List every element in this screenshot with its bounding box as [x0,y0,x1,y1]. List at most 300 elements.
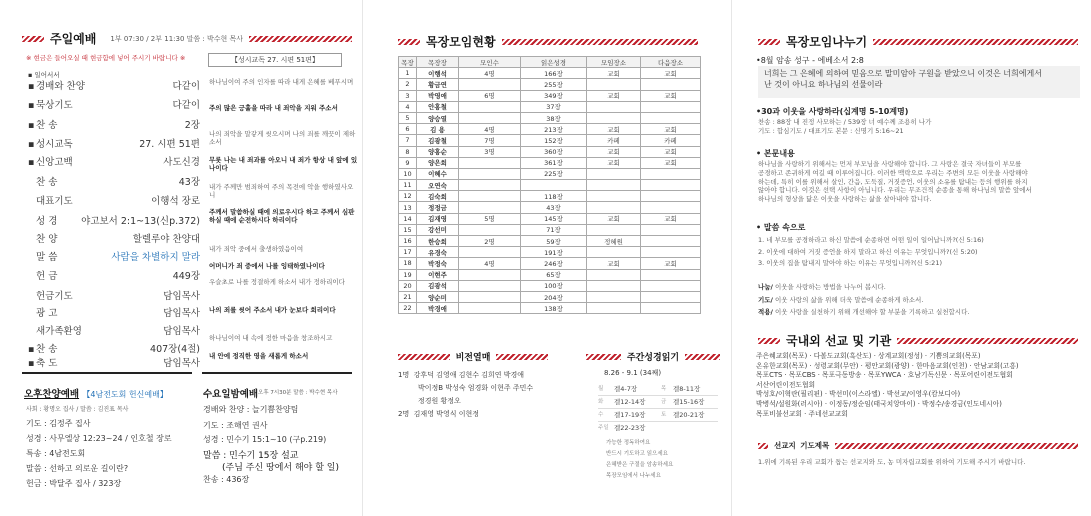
table-cell [459,191,521,202]
table-row [399,79,701,90]
wednesday-worship-title: 수요일밤예배 [203,389,259,400]
table-cell [459,224,521,235]
order-item-label [36,323,82,337]
table-row [399,124,701,135]
bullet-icon: ▪ [28,139,35,150]
table-header-cell: 목장 [399,57,417,68]
table-cell: 20 [399,280,417,291]
table-cell: 교회 [641,146,701,157]
responsive-verse: 무릇 나는 내 죄과를 아오니 내 죄가 항상 내 앞에 있나이다 [209,156,358,172]
table-header-cell: 읽은성경 [521,57,587,68]
table-cell: 166장 [521,68,587,79]
order-item [28,117,200,131]
table-row [399,90,701,101]
vision-line-1 [398,370,524,380]
table-cell [641,191,701,202]
table-cell: 카페 [587,135,641,146]
p3-line: 3. 이웃의 집을 탐내지 말아야 하는 이유는 무엇입니까?(신 5:21) [758,259,942,267]
bullet-icon: ▪ [28,344,35,355]
order-item-label [28,355,57,369]
row-divider [598,408,718,409]
mission-line: 박성호/이혁란(필리핀) · 박선미(이스라엘) · 박선교/이영우(캄보디아) [756,390,961,399]
p2-line: 하는데, 특히 이를 위해서 살인, 간음, 도둑질, 거짓증언, 이웃의 소유를 탐내는 등의 행위를 하지 [758,177,1028,186]
responsive-verse: 내가 죄악 중에서 출생하였음이여 [209,245,304,253]
table-cell [641,180,701,191]
table-cell [587,291,641,302]
table-cell: 360장 [521,146,587,157]
table-cell: 3명 [459,146,521,157]
table-cell: 정정금 [417,202,459,213]
table-cell: 양승열 [417,112,459,123]
table-cell [587,224,641,235]
table-cell: 59장 [521,236,587,247]
table-cell: 7 [399,135,417,146]
table-cell: 교회 [587,146,641,157]
table-cell [587,247,641,258]
p1-line: 찬송 : 88장 내 진정 사모하는 / 539장 너 예수께 조용히 나가 [758,118,932,126]
table-row [399,157,701,168]
table-cell: 13 [399,202,417,213]
table-header-cell: 목장장 [417,57,459,68]
order-item-label [28,117,57,131]
table-cell: 4명 [459,258,521,269]
vision-count-2: 2명 [398,410,410,418]
afternoon-tag: 【4남전도회 헌신예배】 [82,390,168,399]
order-item-value: 담임목사 [163,358,200,369]
table-cell [459,280,521,291]
table-header-cell: 다음장소 [641,57,701,68]
header-stripe [758,338,780,344]
p4-line [758,281,1083,294]
reading-note: 가능한 정독하여요 [606,440,651,446]
application-text: 이웃 사랑을 실천하기 위해 개선해야 할 부분을 기록하고 실천합시다. [772,308,970,316]
table-cell [587,180,641,191]
table-cell: 정혜원 [587,236,641,247]
prayer-title: 선교지 기도제목 [774,441,830,450]
order-item-label [28,136,73,150]
bullet-icon: ▪ [28,358,35,369]
sunday-worship-subtitle: 1부 07:30 / 2부 11:30 말씀 : 박수현 목사 [110,34,244,43]
table-row [399,191,701,202]
reading-range: 겔12-14장 [614,398,646,406]
order-item-label [28,341,57,355]
responsive-verse: 우슬초로 나를 정결하게 하소서 내가 정하리이다 [209,278,345,286]
reading-day: 토 [661,412,667,418]
divider [202,372,352,374]
wednesday-line: 성경 : 민수기 15:1~10 (구p.219) [203,435,327,444]
reading-day: 월 [598,386,604,392]
table-cell: 145장 [521,213,587,224]
order-item-label [36,213,57,227]
cell-status-table [398,56,701,314]
table-row [399,135,701,146]
table-row [399,224,701,235]
into-word-heading: • 말씀 속으로 [756,223,806,232]
table-row [399,291,701,302]
order-item-label [28,78,85,92]
table-cell: 7명 [459,135,521,146]
table-cell: 5명 [459,213,521,224]
table-cell: 교회 [587,157,641,168]
table-row [399,146,701,157]
order-item-value: 야고보서 2:1~13(신p.372) [81,216,200,227]
reading-date: 8.26 - 9.1 (34째) [604,369,662,377]
p4-line [758,294,1083,307]
order-item-label [28,154,73,168]
table-cell [459,269,521,280]
sharing-column [738,0,1091,516]
order-item-label [36,231,57,245]
vision-names-1: 강후덕 김영애 김현수 김희연 박경애 [413,371,525,379]
order-item-name: 헌금기도 [36,291,73,302]
table-row [399,68,701,79]
table-cell: 박경애 [417,303,459,314]
application-label: 나눔/ [758,283,773,291]
order-item-name: 말 씀 [36,252,58,263]
table-row [399,180,701,191]
table-cell [587,191,641,202]
table-cell: 204장 [521,291,587,302]
table-cell: 11 [399,180,417,191]
reading-title: 주간성경읽기 [626,353,680,363]
table-cell [459,247,521,258]
table-cell [641,291,701,302]
table-cell: 10 [399,168,417,179]
order-item [36,268,200,282]
table-cell [587,269,641,280]
mission-title: 국내외 선교 및 기관 [786,334,892,348]
order-item-name: 성시교독 [36,139,73,150]
wednesday-line: 경배와 찬양 : 늘기쁨찬양팀 [203,405,299,414]
table-cell [641,168,701,179]
prayer-header [758,440,1078,451]
reading-header [586,350,720,363]
table-row [399,303,701,314]
responsive-verse: 나의 죄를 씻어 주소서 내가 눈보다 희리이다 [209,306,336,314]
table-cell [587,202,641,213]
header-stripe [758,39,780,45]
table-cell: 12 [399,191,417,202]
worship-column [0,0,360,516]
table-cell: 246장 [521,258,587,269]
table-header-row [399,57,701,68]
table-cell: 이혜수 [417,168,459,179]
table-cell: 37장 [521,101,587,112]
order-item-name: 새가족환영 [36,326,82,337]
order-item [28,97,200,111]
table-cell: 18 [399,258,417,269]
questions [758,235,1083,270]
table-header-cell: 모인수 [459,57,521,68]
mission-list [756,352,1081,419]
bullet-icon: ▪ [28,120,35,131]
table-cell: 교회 [587,213,641,224]
table-cell: 14 [399,213,417,224]
table-cell [641,79,701,90]
table-row [399,258,701,269]
table-cell: 38장 [521,112,587,123]
table-cell: 교회 [641,90,701,101]
table-cell: 교회 [641,124,701,135]
order-item-value: 27. 시편 51편 [139,139,200,150]
table-cell: 김숙희 [417,191,459,202]
vision-title: 비전열매 [455,353,491,363]
sunday-worship-title: 주일예배 [50,32,97,46]
responsive-verse: 어머니가 죄 중에서 나를 잉태하였나이다 [209,262,325,270]
vision-header [398,350,548,363]
p4-line [758,306,1083,319]
application-label: 적용/ [758,308,773,316]
table-cell [459,202,521,213]
afternoon-worship-header [24,386,168,400]
table-cell: 15 [399,224,417,235]
table-cell: 3 [399,90,417,101]
order-item-name: 찬 송 [36,344,58,355]
table-cell: 213장 [521,124,587,135]
mission-header [758,332,1078,349]
table-row [399,280,701,291]
header-stripe [685,354,720,360]
order-item [36,288,200,302]
divider [22,372,192,374]
table-cell [459,168,521,179]
order-item [36,193,200,207]
mission-line: 목포비불선교회 · 주네선교교회 [756,409,848,418]
row-divider [598,395,718,396]
reading-note: 반드시 기도하고 읽으세요 [606,451,668,457]
responsive-verse: 주께서 말씀하실 때에 의로우시다 하고 주께서 심판하실 때에 순전하시다 하리이다 [209,208,355,224]
order-item-name: 성 경 [36,216,58,227]
order-item-value: 449장 [172,271,200,282]
reading-range: 겔15-16장 [673,398,705,406]
order-item-label [28,97,73,111]
table-cell: 118장 [521,191,587,202]
table-cell: 22 [399,303,417,314]
text-content [758,160,1083,204]
order-item-label [36,288,73,302]
responsive-verse: 주의 많은 긍휼을 따라 내 죄악을 지워 주소서 [209,104,338,112]
table-cell: 5 [399,112,417,123]
header-stripe [22,36,44,42]
table-cell: 카페 [641,135,701,146]
order-item [28,154,200,168]
table-cell: 8 [399,146,417,157]
responsive-verse: 내 안에 정직한 영을 새롭게 하소서 [209,352,309,360]
bullet-icon: ▪ [28,100,35,111]
table-cell: 김 용 [417,124,459,135]
application-label: 기도/ [758,295,773,304]
table-cell: 교회 [641,213,701,224]
table-cell: 박영애 [417,90,459,101]
table-cell: 71장 [521,224,587,235]
order-item-value: 이행석 장로 [151,196,200,207]
table-cell: 교회 [587,90,641,101]
order-item-label [36,249,57,263]
table-cell: 유경숙 [417,247,459,258]
reading-day: 화 [598,399,604,405]
order-item-value: 할렐루야 찬양대 [132,234,200,245]
table-cell: 9 [399,157,417,168]
table-cell [587,303,641,314]
order-item-value: 사도신경 [163,157,200,168]
cell-group-column [368,0,730,516]
table-cell: 349장 [521,90,587,101]
responsive-reading-title: 【성시교독 27. 시편 51편】 [208,53,342,67]
order-item-name: 축 도 [36,358,58,369]
cell-status-title: 목장모임현황 [426,35,496,49]
bullet-icon: ▪ [28,157,35,168]
table-cell: 152장 [521,135,587,146]
p2-line: 공경하고 존귀하게 여길 때 이루어집니다. 이러한 맥락으로 우리는 주변의 모든 이웃을 사랑해야 [758,168,1028,177]
prelude-label: 일어서서 [34,71,60,79]
order-prelude: ▪ 일어서서 [28,71,60,79]
table-cell: 6명 [459,90,521,101]
table-cell [459,79,521,90]
table-cell: 361장 [521,157,587,168]
table-cell [459,180,521,191]
lesson-details [758,118,1083,136]
order-item-label [36,268,57,282]
table-cell: 19 [399,269,417,280]
table-cell: 안홍철 [417,101,459,112]
order-item-value: 다같이 [172,81,200,92]
table-cell: 17 [399,247,417,258]
order-item-value: 담임목사 [163,308,200,319]
table-cell: 이행석 [417,68,459,79]
table-cell [641,112,701,123]
header-stripe [897,338,1078,344]
header-stripe [249,36,352,42]
wednesday-line: 기도 : 조해연 권사 [203,421,268,430]
table-cell: 65장 [521,269,587,280]
lesson-heading: •30과 이웃을 사랑하라(십계명 5-10계명) [756,107,909,116]
responsive-verse: 나의 죄악을 말갛게 씻으시며 나의 죄를 깨끗이 제하소서 [209,130,356,146]
vision-names-1c: 정경원 황정오 [418,397,461,405]
p3-line: 1. 네 부모를 공경하라고 하신 말씀에 순종하면 어떤 일이 일어납니까?(신 5:16) [758,236,984,244]
order-item-label [36,305,57,319]
mission-line: 목포CTS · 목포CBS · 목포극동방송 · 목포YWCA · 호남기독신문 · 목포어린이전도협회 [756,371,1013,380]
order-item [36,174,200,188]
text-content-heading: • 본문내용 [756,149,795,158]
table-cell: 한승희 [417,236,459,247]
table-cell: 138장 [521,303,587,314]
table-cell [587,79,641,90]
table-cell [459,303,521,314]
table-cell [641,280,701,291]
order-item-name: 찬 송 [36,177,58,188]
vision-count-1: 1명 [398,371,410,379]
order-item [36,249,200,263]
p1-line: 기도 : 합심기도 / 대표기도 본문 : 신명기 5:16~21 [758,126,904,135]
table-cell: 양순미 [417,291,459,302]
mission-line: 주은혜교회(목포) · 다볼도교회(흑산도) · 상계교회(정성) · 기쁨의교회(목포) [756,352,981,360]
wednesday-line: 말씀 : 민수기 15장 설교 [203,451,299,461]
order-item [28,136,200,150]
table-cell: 6 [399,124,417,135]
table-cell: 강선미 [417,224,459,235]
table-cell [587,101,641,112]
column-divider [731,0,732,516]
order-item-label [36,193,73,207]
table-cell [459,291,521,302]
vision-names-2: 김재영 박영식 이현정 [413,410,479,418]
table-cell [587,168,641,179]
table-cell [459,157,521,168]
table-cell [641,224,701,235]
table-cell: 황금연 [417,79,459,90]
responsive-verse: 내가 주께만 범죄하여 주의 목전에 악을 행하였사오니 [209,183,354,199]
table-cell [641,269,701,280]
afternoon-line: 말씀 : 선하고 의로운 길이란? [26,464,129,473]
reading-day: 수 [598,412,604,418]
table-cell [641,202,701,213]
table-cell [587,112,641,123]
table-cell: 225장 [521,168,587,179]
table-cell: 김광석 [417,280,459,291]
order-item-value: 43장 [178,177,200,188]
responsive-verse: 하나님이여 내 속에 정한 마음을 창조하시고 [209,334,333,342]
table-cell [521,180,587,191]
header-stripe [398,354,450,360]
table-cell: 4명 [459,124,521,135]
table-cell: 1 [399,68,417,79]
order-item-name: 대표기도 [36,196,73,207]
order-item [28,355,200,369]
table-cell [641,101,701,112]
mission-line: 박병석/설원화(러시아) · 이정동/정순임(태국치앙마이) · 박정수/송경금(인도네시아) [756,399,1002,408]
header-stripe [873,39,1078,45]
p2-line: 하나님을 사랑하기 위해서는 먼저 부모님을 사랑해야 합니다. 그 사랑은 결국 자녀들이 부모를 [758,160,1022,168]
table-row [399,112,701,123]
sharing-header [758,33,1078,50]
reading-range: 겔4-7장 [614,385,638,393]
table-cell: 2명 [459,236,521,247]
table-cell: 김광철 [417,135,459,146]
table-row [399,213,701,224]
prayer-text: 1.위에 기록된 우리 교회가 돕는 선교지와 도, 농 미자립교회를 위하여 기도해 주시기 바랍니다. [758,458,1026,466]
order-item-name: 찬 송 [36,120,58,131]
column-divider [362,0,363,516]
table-cell: 교회 [587,124,641,135]
header-stripe [586,354,621,360]
reading-note: 목장모임에서 나누세요 [606,473,661,479]
reading-range: 겔8-11장 [673,385,701,393]
table-cell: 교회 [641,258,701,269]
reading-range: 겔20-21장 [673,411,705,419]
memory-verse-heading: •8월 암송 성구 - 에베소서 2:8 [756,56,864,65]
afternoon-line: 특송 : 4남전도회 [26,449,86,458]
table-cell: 16 [399,236,417,247]
vision-names-1b: 박이정B 박성숙 엄경화 이현주 주민수 [418,384,534,392]
application-text: 이웃 사랑의 삶을 위해 더욱 말씀에 순종하게 하소서. [772,295,924,304]
table-cell: 교회 [587,68,641,79]
reading-day: 주일 [598,425,609,431]
reading-range: 겔22-23장 [614,424,646,432]
sharing-title: 목장모임나누기 [786,35,868,49]
wednesday-subtitle: 오후 7시30분 말씀 : 박수현 목사 [258,390,338,396]
table-cell: 이현주 [417,269,459,280]
p2-line: 않아야 합니다. 이것은 선택 사항이 아닙니다. 우리는 무조건적 순종을 통해 하나님의 말씀 앞에서 [758,186,1032,195]
table-cell: 교회 [641,157,701,168]
mission-line: 서산어린이전도협회 [756,380,816,389]
bullet-icon: ▪ [28,81,35,92]
table-header-cell: 모임장소 [587,57,641,68]
order-item-value: 담임목사 [163,326,200,337]
p3-line: 2. 이웃에 대하여 거짓 증언을 하지 말라고 하신 이유는 무엇입니까?(신 5:20) [758,247,978,256]
table-cell: 191장 [521,247,587,258]
table-cell [587,280,641,291]
table-cell: 교회 [587,258,641,269]
